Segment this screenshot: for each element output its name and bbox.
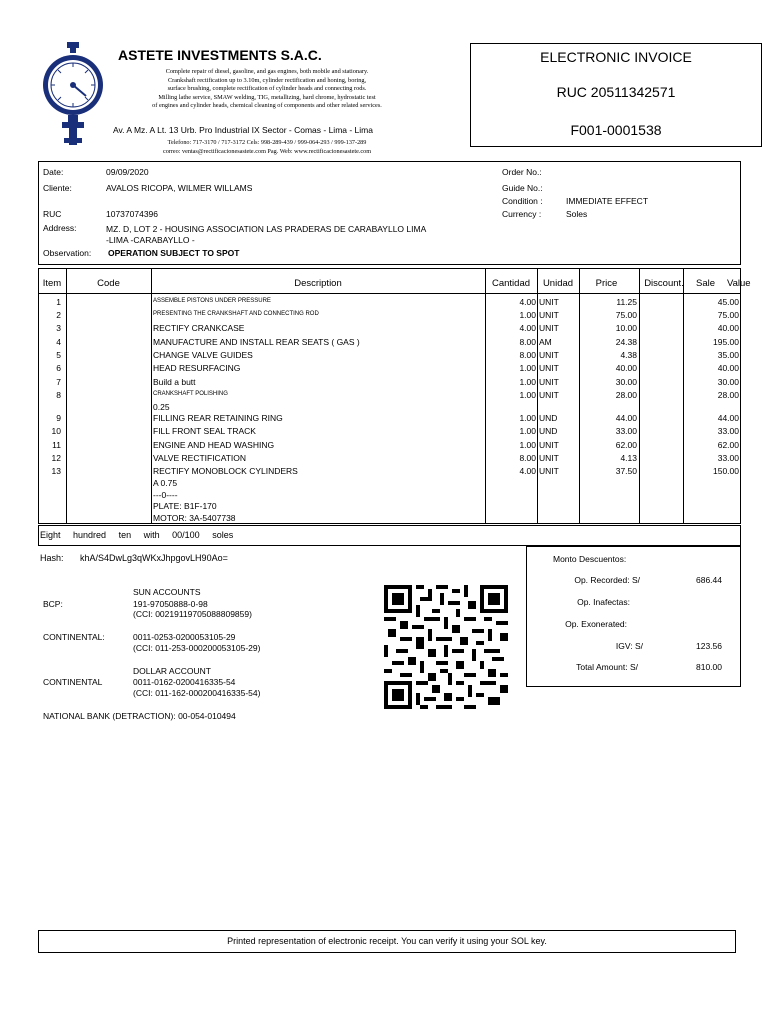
op-inafectas-label: Op. Inafectas:: [577, 597, 630, 607]
address-line-2: -LIMA -CARABAYLLO -: [106, 235, 195, 245]
bcp-cci: (CCI: 00219119705088809859): [133, 609, 252, 619]
row-unit: AM: [539, 337, 552, 347]
continental-dollar-label: CONTINENTAL: [43, 677, 103, 687]
row-description: MANUFACTURE AND INSTALL REAR SEATS ( GAS ): [153, 337, 360, 347]
row-sale-value: 45.00: [717, 297, 739, 307]
company-address: Av. A Mz. A Lt. 13 Urb. Pro Industrial IX Sector - Comas - Lima - Lima: [113, 125, 373, 135]
row-unit: UNIT: [539, 350, 559, 360]
row-sale-value: 195.00: [713, 337, 739, 347]
row-price: 10.00: [615, 323, 637, 333]
observation-value: OPERATION SUBJECT TO SPOT: [108, 248, 240, 258]
header-discount: Discount.: [644, 278, 684, 289]
row-quantity: 1.00: [519, 363, 536, 373]
company-description-line: Complete repair of diesel, gasoline, and gas engines, both mobile and stationary.: [165, 68, 369, 75]
op-exonerated-label: Op. Exonerated:: [565, 619, 627, 629]
row-quantity: 1.00: [519, 377, 536, 387]
ruc-label: RUC: [43, 209, 62, 219]
amount-word: soles: [212, 530, 234, 540]
row-unit: UND: [539, 426, 558, 436]
address-line-1: MZ. D, LOT 2 - HOUSING ASSOCIATION LAS PRADERAS DE CARABAYLLO LIMA: [106, 224, 427, 234]
row-quantity: 1.00: [519, 413, 536, 423]
invoice-header-box: [470, 43, 762, 147]
discounts-label: Monto Descuentos:: [553, 554, 627, 564]
row-quantity: 4.00: [519, 323, 536, 333]
row-item: 11: [52, 440, 61, 450]
row-sale-value: 30.00: [717, 377, 739, 387]
continental-cci: (CCI: 011-253-000200053105-29): [133, 643, 261, 653]
row-unit: UND: [539, 413, 558, 423]
row-description-extra: PLATE: B1F-170: [153, 501, 217, 511]
row-description: PRESENTING THE CRANKSHAFT AND CONNECTING ROD: [153, 311, 319, 317]
ruc-value: 10737074396: [106, 209, 159, 219]
header-unidad: Unidad: [542, 278, 574, 289]
row-description-extra: A 0.75: [153, 478, 178, 488]
row-description: CRANKSHAFT POLISHING: [153, 391, 228, 397]
column-divider: [537, 268, 538, 523]
row-item: 1: [56, 297, 61, 307]
invoice-number: F001-0001538: [570, 122, 662, 138]
client-label: Cliente:: [43, 183, 72, 193]
row-description: CHANGE VALVE GUIDES: [153, 350, 253, 360]
row-quantity: 8.00: [519, 453, 536, 463]
gauge-logo-icon: [42, 40, 104, 148]
header-code: Code: [97, 278, 120, 289]
row-quantity: 4.00: [519, 466, 536, 476]
bcp-label: BCP:: [43, 599, 63, 609]
row-price: 4.38: [620, 350, 637, 360]
observation-label: Observation:: [43, 248, 92, 258]
row-item: 5: [56, 350, 61, 360]
column-divider: [151, 268, 152, 523]
order-label: Order No.:: [502, 167, 542, 177]
sun-accounts-title: SUN ACCOUNTS: [133, 587, 201, 597]
currency-value: Soles: [566, 209, 588, 219]
row-item: 12: [51, 453, 61, 463]
column-divider: [639, 268, 640, 523]
row-unit: UNIT: [539, 377, 559, 387]
igv-value: 123.56: [696, 641, 722, 651]
row-item: 3: [56, 323, 61, 333]
continental-dollar-cci: (CCI: 011-162-000200416335-54): [133, 688, 261, 698]
row-description: VALVE RECTIFICATION: [153, 453, 247, 463]
invoice-ruc: RUC 20511342571: [556, 84, 676, 100]
header-description: Description: [294, 278, 342, 289]
row-description: FILL FRONT SEAL TRACK: [153, 426, 256, 436]
row-unit: UNIT: [539, 466, 559, 476]
row-sale-value: 150.00: [713, 466, 739, 476]
row-quantity: 8.00: [519, 337, 536, 347]
row-quantity: 1.00: [519, 440, 536, 450]
total-amount-label: Total Amount: S/: [576, 662, 638, 672]
column-divider: [485, 268, 486, 523]
company-description-line: surface brushing, complete rectification of cylinder heads and connecting rods.: [167, 85, 367, 93]
column-divider: [66, 268, 67, 523]
row-sale-value: 28.00: [717, 390, 739, 400]
row-sale-value: 40.00: [717, 363, 739, 373]
total-amount-value: 810.00: [696, 662, 722, 672]
row-sale-value: 44.00: [717, 413, 739, 423]
header-price: Price: [595, 278, 618, 289]
amount-word: with: [143, 530, 160, 540]
date-value: 09/09/2020: [106, 167, 149, 177]
row-description: FILLING REAR RETAINING RING: [153, 413, 283, 423]
date-label: Date:: [43, 167, 64, 177]
row-description-extra: MOTOR: 3A-5407738: [153, 513, 236, 523]
row-price: 11.25: [616, 297, 637, 307]
row-unit: UNIT: [539, 453, 559, 463]
row-item: 9: [56, 413, 61, 423]
op-recorded-label: Op. Recorded: S/: [574, 575, 640, 585]
row-quantity: 4.00: [519, 297, 536, 307]
currency-label: Currency :: [502, 209, 542, 219]
header-sale: Sale: [696, 278, 716, 289]
company-description-line: Milling lathe service, SMAW welding, TIG, metallizing, hard chrome, hydrostatic test: [158, 93, 376, 101]
row-unit: UNIT: [539, 363, 559, 373]
footer-note: Printed representation of electronic receipt. You can verify it using your SOL key.: [227, 936, 547, 946]
company-description-line: Crankshaft rectification up to 3.10m, cylinder rectification and honing, boring,: [167, 76, 367, 84]
condition-value: IMMEDIATE EFFECT: [566, 196, 649, 206]
row-item: 10: [51, 426, 61, 436]
invoice-title: ELECTRONIC INVOICE: [540, 49, 692, 65]
row-item: 4: [56, 337, 61, 347]
row-item: 6: [56, 363, 61, 373]
row-price: 44.00: [615, 413, 637, 423]
address-label: Address:: [43, 223, 77, 233]
row-unit: UNIT: [539, 390, 559, 400]
table-header-divider: [38, 293, 741, 294]
row-price: 30.00: [615, 377, 637, 387]
row-sale-value: 75.00: [717, 310, 739, 320]
row-unit: UNIT: [539, 440, 559, 450]
row-sale-value: 33.00: [717, 453, 739, 463]
row-price: 37.50: [615, 466, 637, 476]
row-price: 28.00: [615, 390, 637, 400]
company-contact: [132, 139, 402, 156]
amount-word: hundred: [73, 530, 107, 540]
row-description: RECTIFY CRANKCASE: [153, 323, 245, 333]
op-recorded-value: 686.44: [696, 575, 722, 585]
row-item: 2: [56, 310, 61, 320]
row-quantity: 8.00: [519, 350, 536, 360]
bcp-account: 191-97050888-0-98: [133, 599, 208, 609]
igv-label: IGV: S/: [615, 641, 643, 651]
row-price: 62.00: [615, 440, 637, 450]
continental-dollar-account: 0011-0162-0200416335-54: [133, 677, 236, 687]
dollar-account-title: DOLLAR ACCOUNT: [133, 666, 211, 676]
header-value: Value: [727, 278, 751, 289]
condition-label: Condition :: [502, 196, 543, 206]
hash-label: Hash:: [40, 553, 64, 563]
row-unit: UNIT: [539, 323, 559, 333]
row-unit: UNIT: [539, 310, 559, 320]
row-item: 7: [56, 377, 61, 387]
row-quantity: 1.00: [519, 310, 536, 320]
hash-value: khA/S4DwLg3qWKxJhpgovLH90Ao=: [80, 553, 228, 563]
row-item: 8: [56, 390, 61, 400]
row-price: 33.00: [615, 426, 637, 436]
continental-account: 0011-0253-0200053105-29: [133, 632, 236, 642]
row-description-extra: ---0----: [153, 490, 178, 500]
amount-in-words: [40, 530, 233, 540]
row-price: 75.00: [615, 310, 637, 320]
company-description: [132, 68, 402, 111]
company-email-web: correo: ventas@rectificacionesastete.com Pag. Web: www.rectificacionesastete.com: [162, 147, 372, 155]
national-bank-detraction: NATIONAL BANK (DETRACTION): 00-054-010494: [43, 711, 236, 721]
row-sale-value: 33.00: [717, 426, 739, 436]
row-description-extra: 0.25: [153, 402, 170, 412]
row-description: RECTIFY MONOBLOCK CYLINDERS: [153, 466, 298, 476]
header-item: Item: [42, 278, 62, 289]
row-item: 13: [51, 466, 61, 476]
amount-word: Eight: [40, 530, 61, 540]
header-cantidad: Cantidad: [491, 278, 531, 289]
amount-word: ten: [118, 530, 132, 540]
company-name: ASTETE INVESTMENTS S.A.C.: [118, 47, 322, 63]
client-value: AVALOS RICOPA, WILMER WILLAMS: [106, 183, 253, 193]
guide-label: Guide No.:: [502, 183, 543, 193]
row-quantity: 1.00: [519, 426, 536, 436]
row-price: 24.38: [615, 337, 637, 347]
row-price: 40.00: [615, 363, 637, 373]
row-description: Build a butt: [153, 377, 196, 387]
company-phones: Telefono: 717-3170 / 717-3172 Cels: 998-289-439 / 999-064-293 / 999-137-289: [167, 139, 367, 146]
row-sale-value: 35.00: [717, 350, 739, 360]
row-price: 4.13: [620, 453, 637, 463]
company-description-line: of engines and cylinder heads, chemical cleaning of components and other related services.: [152, 102, 382, 110]
row-description: ENGINE AND HEAD WASHING: [153, 440, 275, 450]
row-description: HEAD RESURFACING: [153, 363, 241, 373]
continental-label: CONTINENTAL:: [43, 632, 105, 642]
row-description: ASSEMBLE PISTONS UNDER PRESSURE: [153, 298, 271, 304]
row-sale-value: 62.00: [717, 440, 739, 450]
row-unit: UNIT: [539, 297, 559, 307]
amount-word: 00/100: [172, 530, 200, 540]
row-quantity: 1.00: [519, 390, 536, 400]
row-sale-value: 40.00: [717, 323, 739, 333]
